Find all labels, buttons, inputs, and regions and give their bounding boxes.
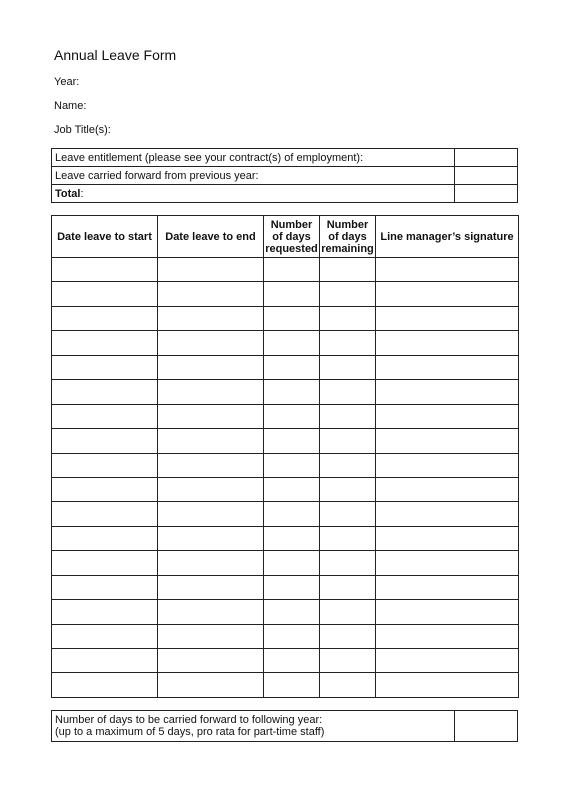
days-requested-line1: Number — [270, 218, 313, 231]
date-start-cell[interactable] — [52, 282, 158, 306]
date-start-cell[interactable] — [52, 331, 158, 355]
date-start-cell[interactable] — [52, 673, 158, 697]
days-requested-cell[interactable] — [264, 355, 320, 379]
date-start-cell[interactable] — [52, 600, 158, 624]
table-row — [52, 306, 519, 330]
days-requested-line2: of days — [272, 230, 311, 243]
header-days-remaining — [320, 216, 376, 258]
date-start-cell[interactable] — [52, 453, 158, 477]
signature-cell[interactable] — [376, 673, 519, 697]
days-remaining-cell[interactable] — [320, 502, 376, 526]
table-row — [52, 355, 519, 379]
year-label: Year: — [54, 76, 80, 88]
days-remaining-cell[interactable] — [320, 282, 376, 306]
table-row — [52, 551, 519, 575]
signature-cell[interactable] — [376, 306, 519, 330]
table-row — [52, 624, 519, 648]
signature-cell[interactable] — [376, 282, 519, 306]
date-end-cell[interactable] — [158, 258, 264, 282]
name-label: Name: — [54, 100, 87, 112]
days-requested-cell[interactable] — [264, 526, 320, 550]
date-end-cell[interactable] — [158, 624, 264, 648]
date-end-cell[interactable] — [158, 502, 264, 526]
date-start-cell[interactable] — [52, 306, 158, 330]
table-row — [52, 282, 519, 306]
date-start-cell[interactable] — [52, 526, 158, 550]
date-start-cell[interactable] — [52, 404, 158, 428]
date-end-cell[interactable] — [158, 404, 264, 428]
days-requested-cell[interactable] — [264, 477, 320, 501]
date-end-cell[interactable] — [158, 331, 264, 355]
days-remaining-cell[interactable] — [320, 355, 376, 379]
leave-log-table — [51, 215, 519, 698]
signature-cell[interactable] — [376, 453, 519, 477]
table-row — [52, 453, 519, 477]
table-row — [52, 331, 519, 355]
days-remaining-cell[interactable] — [320, 551, 376, 575]
leave-log-body — [52, 258, 519, 698]
date-end-cell[interactable] — [158, 551, 264, 575]
table-row — [52, 185, 518, 203]
signature-cell[interactable] — [376, 551, 519, 575]
date-start-cell[interactable] — [52, 258, 158, 282]
signature-cell[interactable] — [376, 575, 519, 599]
days-remaining-cell[interactable] — [320, 429, 376, 453]
date-end-cell[interactable] — [158, 649, 264, 673]
date-start-cell[interactable] — [52, 624, 158, 648]
table-row — [52, 404, 519, 428]
date-end-cell[interactable] — [158, 282, 264, 306]
carry-forward-line2: (up to a maximum of 5 days, pro rata for part-time staff) — [55, 726, 325, 738]
days-requested-cell[interactable] — [264, 380, 320, 404]
header-date-start: Date leave to start — [52, 216, 158, 258]
signature-cell[interactable] — [376, 258, 519, 282]
total-colon: : — [80, 187, 84, 200]
signature-cell[interactable] — [376, 331, 519, 355]
date-end-cell[interactable] — [158, 453, 264, 477]
date-start-cell[interactable] — [52, 380, 158, 404]
days-remaining-cell[interactable] — [320, 331, 376, 355]
table-row — [52, 526, 519, 550]
date-end-cell[interactable] — [158, 477, 264, 501]
table-row — [52, 149, 518, 167]
entitlement-label: Leave entitlement (please see your contract(s) of employment): — [52, 149, 455, 167]
days-requested-cell[interactable] — [264, 404, 320, 428]
date-end-cell[interactable] — [158, 380, 264, 404]
date-end-cell[interactable] — [158, 429, 264, 453]
total-label: Total — [55, 187, 81, 200]
form-title: Annual Leave Form — [54, 47, 177, 63]
entitlement-value-cell[interactable] — [455, 149, 518, 167]
days-remaining-cell[interactable] — [320, 526, 376, 550]
carry-forward-line1: Number of days to be carried forward to following year: — [55, 714, 323, 726]
days-requested-cell[interactable] — [264, 258, 320, 282]
table-row — [52, 502, 519, 526]
carry-forward-table — [51, 710, 518, 742]
header-date-end: Date leave to end — [158, 216, 264, 258]
days-requested-cell[interactable] — [264, 502, 320, 526]
header-days-requested — [264, 216, 320, 258]
days-remaining-cell[interactable] — [320, 404, 376, 428]
days-remaining-cell[interactable] — [320, 380, 376, 404]
days-requested-cell[interactable] — [264, 306, 320, 330]
table-row — [52, 600, 519, 624]
table-row — [52, 711, 518, 742]
date-start-cell[interactable] — [52, 477, 158, 501]
days-remaining-line3: remaining — [321, 242, 374, 255]
carry-forward-value-cell[interactable] — [455, 711, 518, 742]
days-requested-cell[interactable] — [264, 600, 320, 624]
days-remaining-cell[interactable] — [320, 477, 376, 501]
date-end-cell[interactable] — [158, 673, 264, 697]
signature-cell[interactable] — [376, 355, 519, 379]
signature-cell[interactable] — [376, 404, 519, 428]
days-remaining-cell[interactable] — [320, 649, 376, 673]
carried-forward-label: Leave carried forward from previous year: — [52, 167, 455, 185]
days-requested-cell[interactable] — [264, 331, 320, 355]
days-remaining-cell[interactable] — [320, 306, 376, 330]
date-end-cell[interactable] — [158, 306, 264, 330]
job-title-label: Job Title(s): — [54, 124, 111, 136]
days-requested-cell[interactable] — [264, 624, 320, 648]
days-remaining-cell[interactable] — [320, 600, 376, 624]
table-row — [52, 575, 519, 599]
signature-cell[interactable] — [376, 380, 519, 404]
table-row — [52, 649, 519, 673]
date-end-cell[interactable] — [158, 526, 264, 550]
days-requested-cell[interactable] — [264, 453, 320, 477]
date-end-cell[interactable] — [158, 575, 264, 599]
signature-cell[interactable] — [376, 600, 519, 624]
table-row — [52, 258, 519, 282]
table-row — [52, 477, 519, 501]
leave-summary-table — [51, 148, 518, 203]
header-signature: Line manager’s signature — [376, 216, 519, 258]
days-requested-cell[interactable] — [264, 429, 320, 453]
table-row — [52, 380, 519, 404]
signature-cell[interactable] — [376, 502, 519, 526]
signature-cell[interactable] — [376, 649, 519, 673]
signature-cell[interactable] — [376, 429, 519, 453]
days-requested-line3: requested — [265, 242, 318, 255]
days-requested-cell[interactable] — [264, 551, 320, 575]
days-requested-cell[interactable] — [264, 575, 320, 599]
signature-cell[interactable] — [376, 526, 519, 550]
days-remaining-cell[interactable] — [320, 673, 376, 697]
date-start-cell[interactable] — [52, 355, 158, 379]
date-start-cell[interactable] — [52, 649, 158, 673]
days-remaining-cell[interactable] — [320, 453, 376, 477]
days-remaining-line1: Number — [326, 218, 369, 231]
carry-forward-label — [52, 711, 455, 742]
date-end-cell[interactable] — [158, 355, 264, 379]
table-row — [52, 167, 518, 185]
header-row — [52, 216, 519, 258]
days-requested-cell[interactable] — [264, 282, 320, 306]
total-value-cell[interactable] — [455, 185, 518, 203]
table-row — [52, 673, 519, 697]
days-remaining-cell[interactable] — [320, 624, 376, 648]
table-row — [52, 429, 519, 453]
signature-cell[interactable] — [376, 624, 519, 648]
days-remaining-cell[interactable] — [320, 575, 376, 599]
days-remaining-cell[interactable] — [320, 258, 376, 282]
carried-forward-value-cell[interactable] — [455, 167, 518, 185]
total-label-cell — [52, 185, 455, 203]
date-start-cell[interactable] — [52, 502, 158, 526]
date-start-cell[interactable] — [52, 429, 158, 453]
signature-cell[interactable] — [376, 477, 519, 501]
date-end-cell[interactable] — [158, 600, 264, 624]
days-requested-cell[interactable] — [264, 649, 320, 673]
date-start-cell[interactable] — [52, 575, 158, 599]
days-remaining-line2: of days — [328, 230, 367, 243]
date-start-cell[interactable] — [52, 551, 158, 575]
days-requested-cell[interactable] — [264, 673, 320, 697]
